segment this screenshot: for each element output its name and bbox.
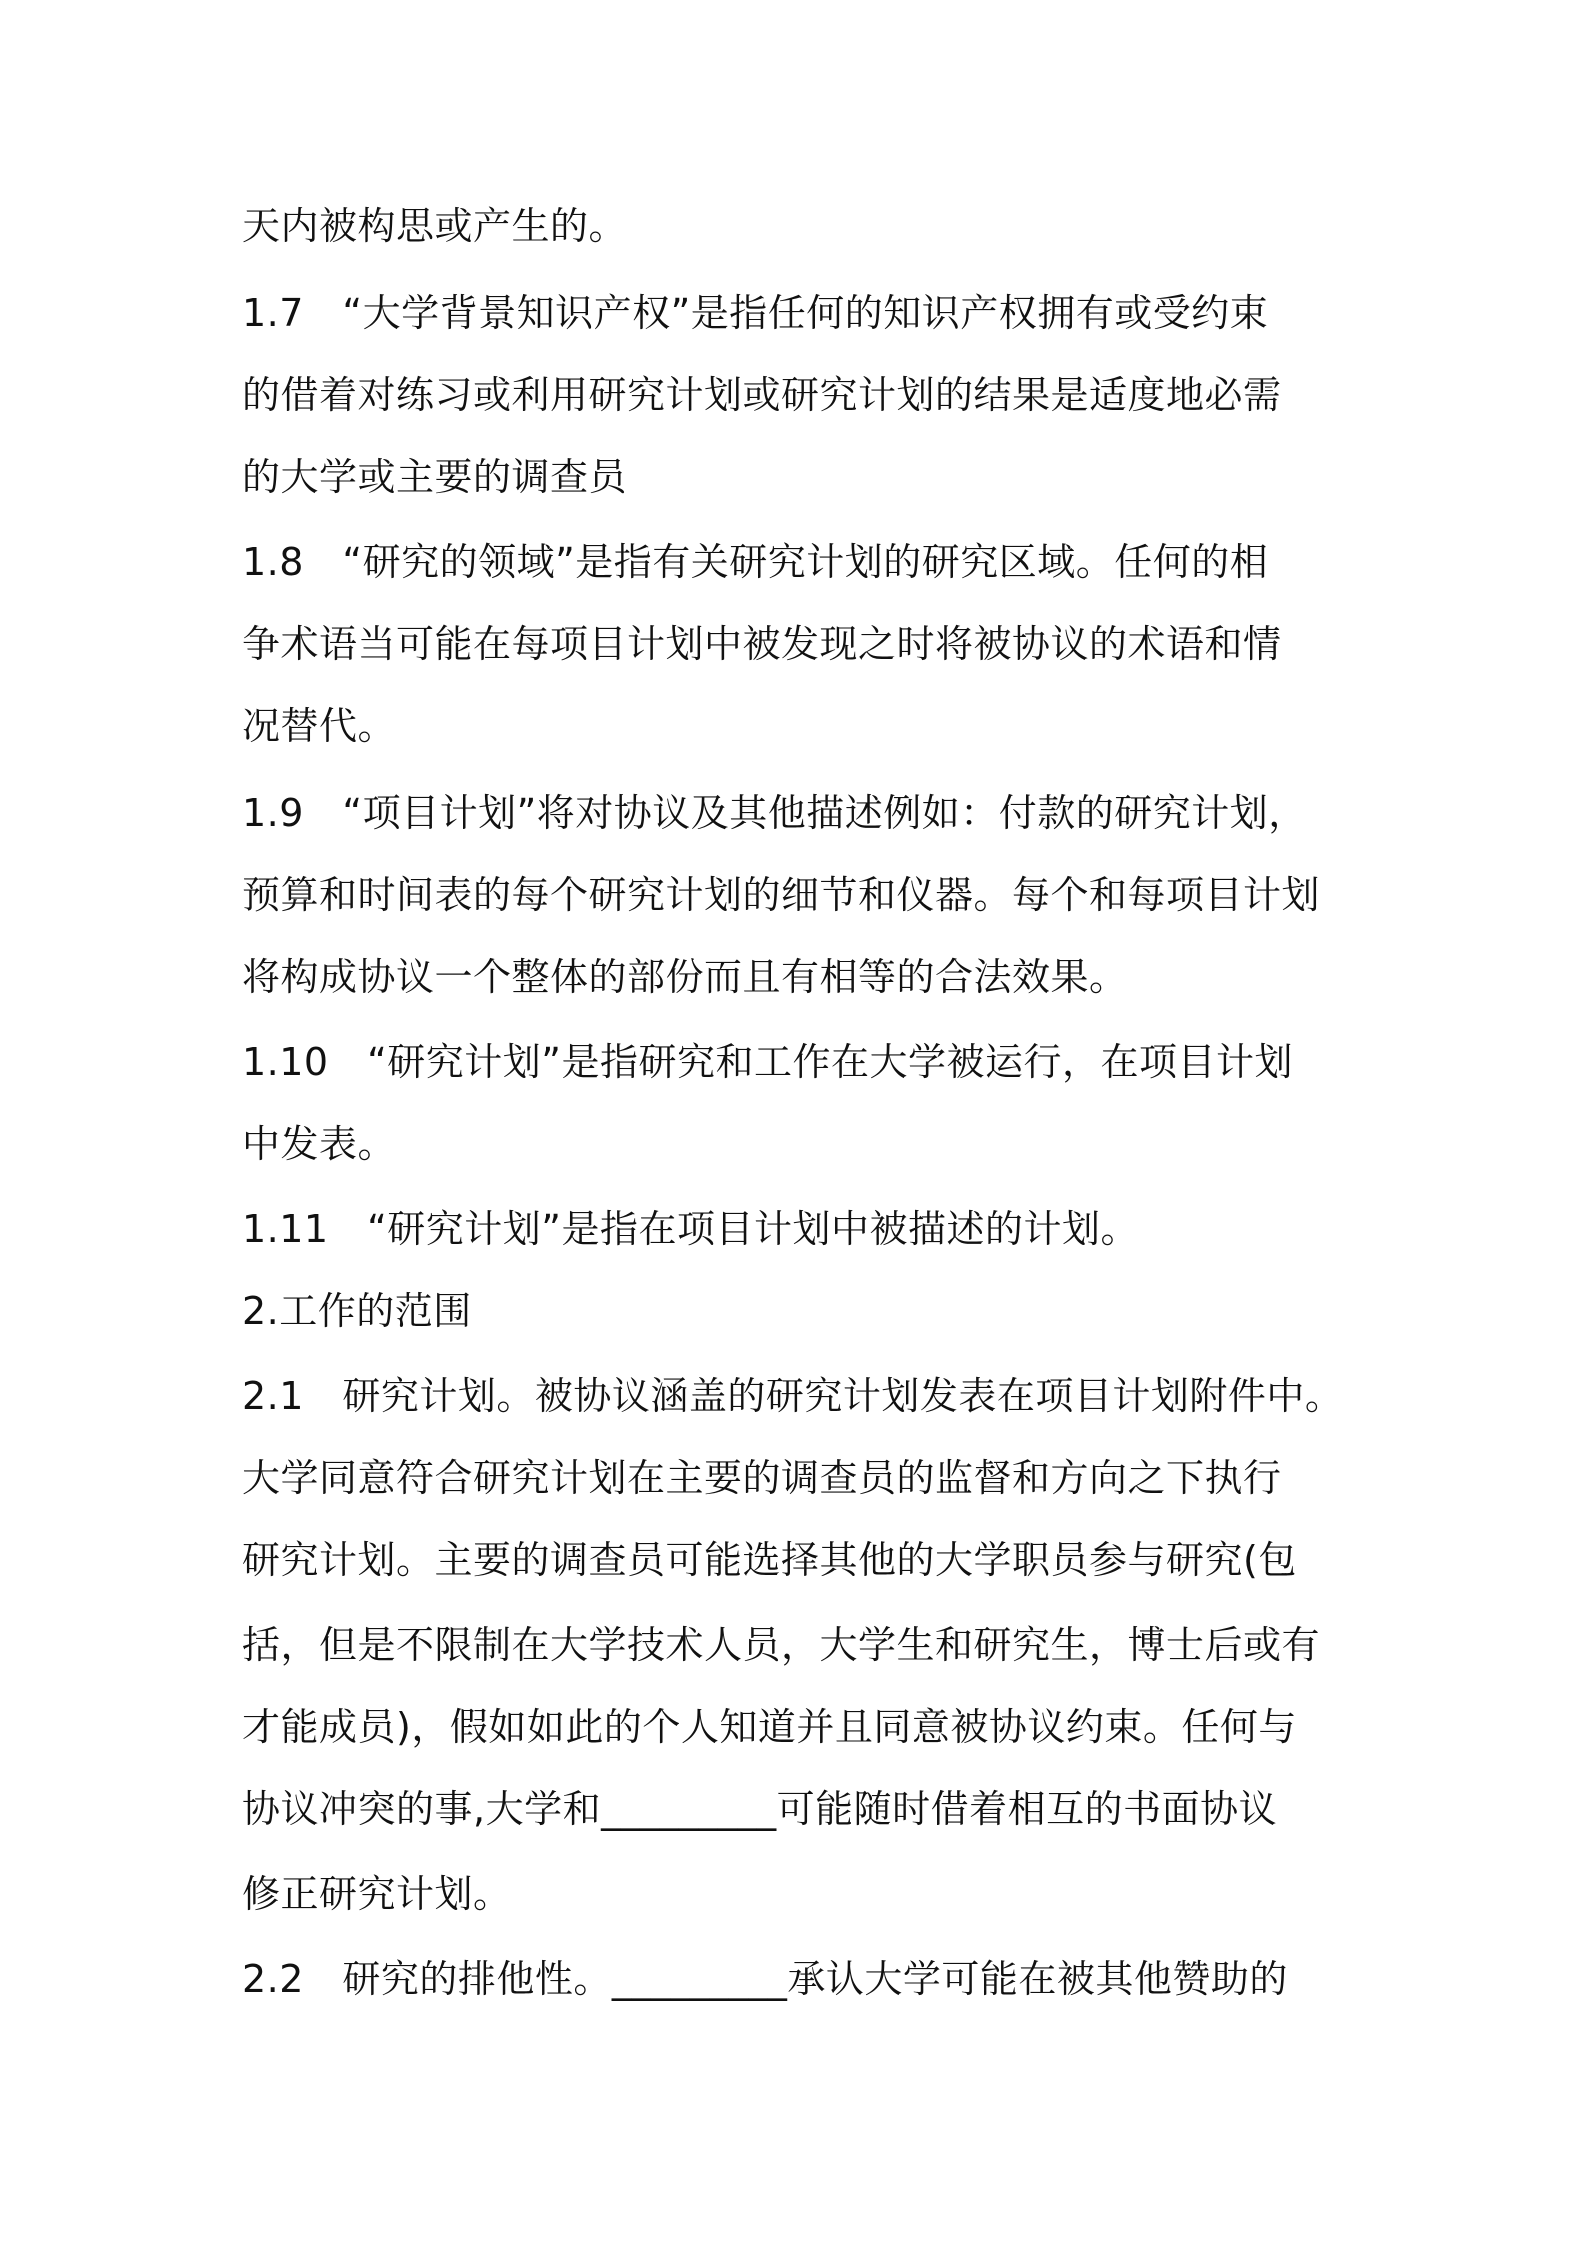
text-line: 2.1 研究计划。被协议涵盖的研究计划发表在项目计划附件中。 bbox=[242, 1374, 1344, 1418]
text-line: 才能成员)，假如如此的个人知道并且同意被协议约束。任何与 bbox=[242, 1705, 1297, 1749]
text-line: 况替代。 bbox=[242, 704, 397, 748]
text-line: 1.11 “研究计划”是指在项目计划中被描述的计划。 bbox=[242, 1207, 1139, 1251]
text-line: 的大学或主要的调查员 bbox=[242, 455, 628, 499]
text-line: 协议冲突的事,大学和_________可能随时借着相互的书面协议 bbox=[242, 1787, 1278, 1831]
text-line: 将构成协议一个整体的部份而且有相等的合法效果。 bbox=[242, 955, 1128, 999]
text-line: 大学同意符合研究计划在主要的调查员的监督和方向之下执行 bbox=[242, 1456, 1282, 1500]
text-line: 1.7 “大学背景知识产权”是指任何的知识产权拥有或受约束 bbox=[242, 291, 1269, 335]
text-line: 2.2 研究的排他性。_________承认大学可能在被其他赞助的 bbox=[242, 1957, 1288, 2001]
text-line: 括，但是不限制在大学技术人员，大学生和研究生，博士后或有 bbox=[242, 1623, 1321, 1667]
text-line: 中发表。 bbox=[242, 1122, 397, 1166]
text-line: 天内被构思或产生的。 bbox=[242, 204, 628, 248]
text-line: 修正研究计划。 bbox=[242, 1872, 512, 1916]
text-line: 1.10 “研究计划”是指研究和工作在大学被运行，在项目计划 bbox=[242, 1040, 1293, 1084]
text-line: 的借着对练习或利用研究计划或研究计划的结果是适度地必需 bbox=[242, 373, 1282, 417]
text-line: 研究计划。主要的调查员可能选择其他的大学职员参与研究(包 bbox=[242, 1538, 1297, 1582]
section-heading: 2.工作的范围 bbox=[242, 1289, 472, 1333]
text-line: 1.9 “项目计划”将对协议及其他描述例如：付款的研究计划， bbox=[242, 791, 1307, 835]
text-line: 争术语当可能在每项目计划中被发现之时将被协议的术语和情 bbox=[242, 622, 1282, 666]
text-line: 预算和时间表的每个研究计划的细节和仪器。每个和每项目计划 bbox=[242, 873, 1321, 917]
text-line: 1.8 “研究的领域”是指有关研究计划的研究区域。任何的相 bbox=[242, 540, 1269, 584]
